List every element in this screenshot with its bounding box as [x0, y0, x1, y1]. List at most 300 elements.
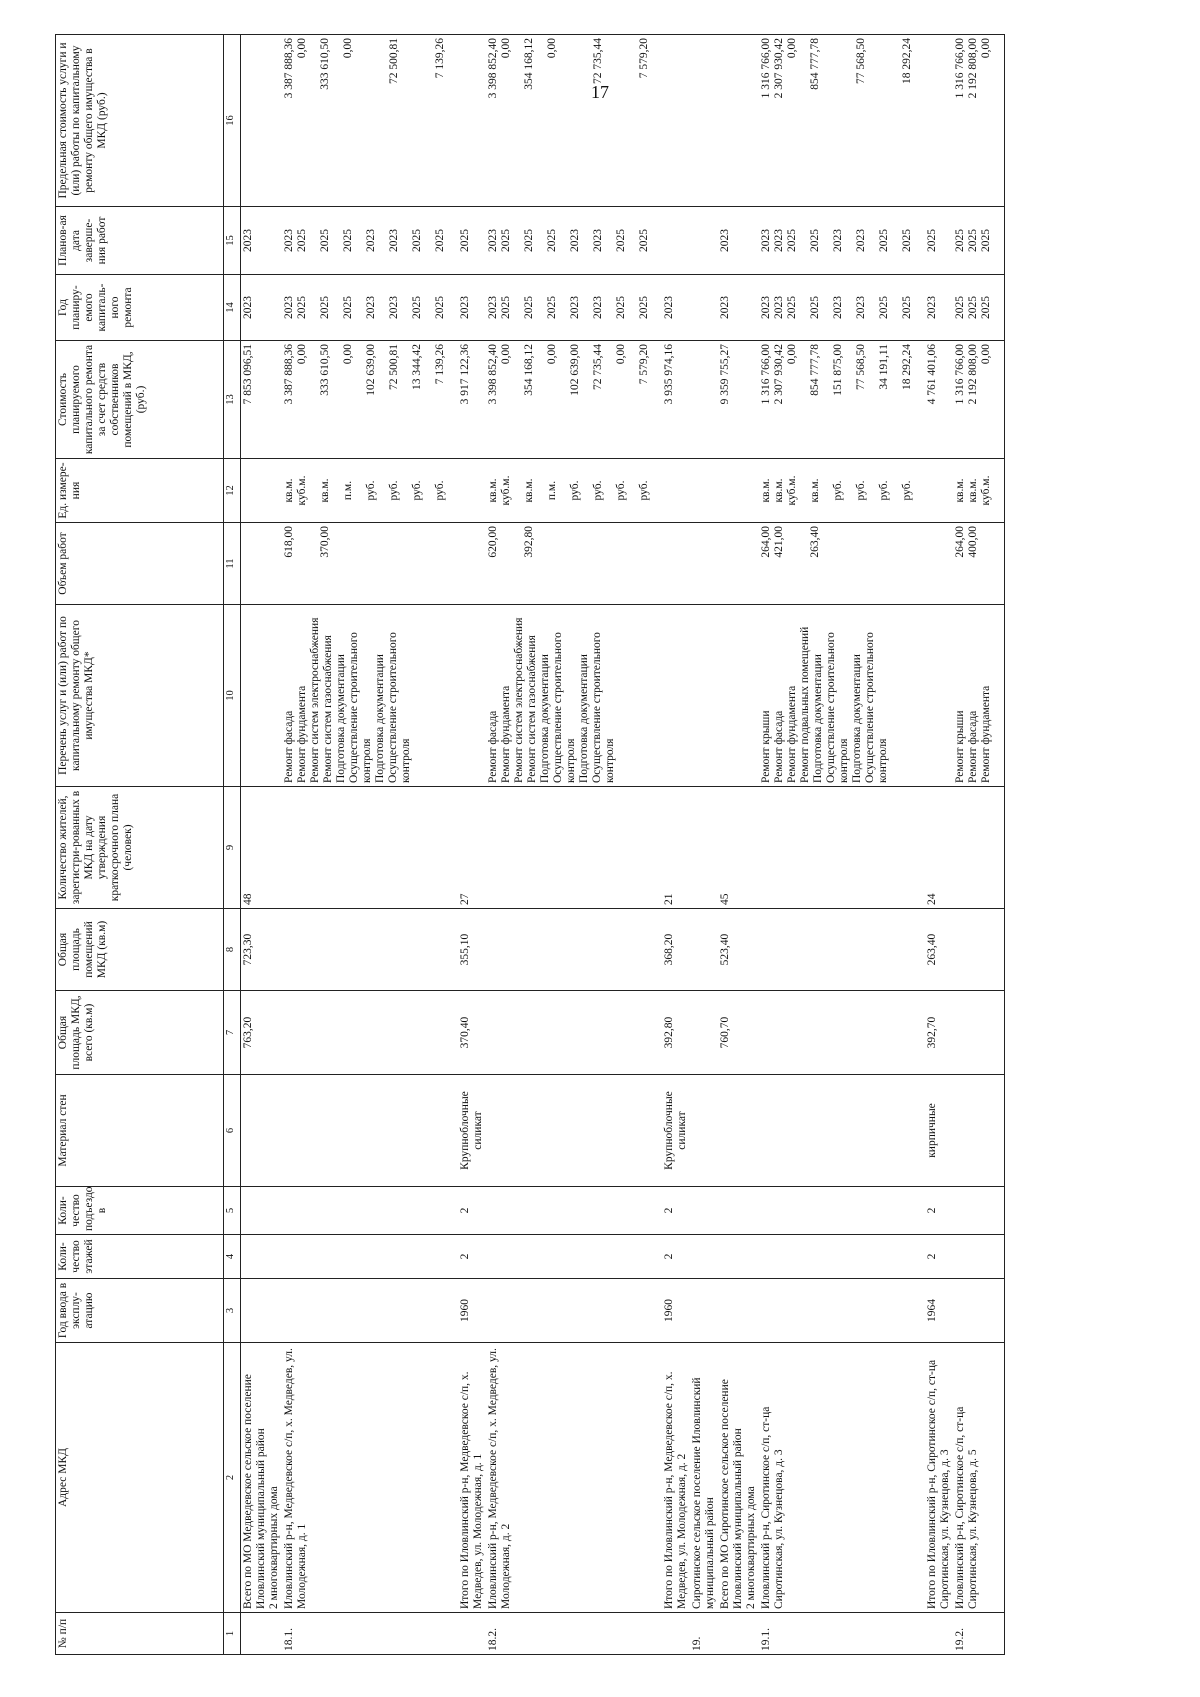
table-row: [486, 35, 662, 1655]
work-unit: руб.: [365, 480, 377, 501]
limit-cell: [953, 35, 1005, 207]
row-number: 18.1.: [282, 1613, 458, 1655]
cost-cell: [241, 341, 283, 459]
entrances-cell: [759, 1187, 925, 1235]
work-cost: 0,00: [786, 344, 798, 365]
work-name: Ремонт фундамента: [786, 685, 798, 783]
work-cost: 2 192 808,00: [967, 344, 979, 405]
header-row: [56, 35, 224, 1655]
work-unit: куб.м.: [296, 475, 308, 506]
cost-cell: [953, 341, 1005, 459]
table-row: [759, 35, 925, 1655]
work-plan-year: 2025: [901, 296, 913, 319]
col-header-limit: Предельная стоимость услуги и (или) работы по капитальному ремонту общего имущества в МКД (руб.): [56, 35, 224, 207]
work-end-year: 2023: [719, 229, 731, 252]
work-volume: [901, 526, 914, 601]
work-volume: [855, 526, 868, 601]
address-line: Иловлинский р-н, Сиротинское с/п, ст-ца Сиротинская, ул. Кузнецова, д. 5: [954, 1406, 979, 1609]
work-volume: 400,00: [967, 526, 979, 558]
work-plan-year: 2023: [388, 296, 400, 319]
work-cost: 0,00: [980, 344, 992, 365]
col-header-num: № п/п: [56, 1613, 224, 1655]
work-name-cell: [241, 605, 283, 787]
work-plan-year: 2023: [663, 296, 675, 319]
work-limit: 1 316 766,00: [760, 38, 772, 99]
col-number: 9: [224, 787, 241, 909]
floors-cell: [486, 1235, 662, 1279]
plan-year-cell: [718, 275, 759, 341]
col-number: 8: [224, 909, 241, 991]
work-cost: 102 639,00: [569, 344, 581, 396]
work-name: Ремонт крыши: [760, 710, 772, 783]
work-volume: [786, 526, 799, 601]
work-name-cell: [718, 605, 759, 787]
volume-cell: [953, 523, 1005, 605]
work-unit: руб.: [901, 480, 913, 501]
volume-cell: [282, 523, 458, 605]
area-rooms-cell: 355,10: [458, 909, 486, 991]
work-unit: п.м.: [342, 480, 354, 501]
work-unit: [242, 462, 255, 519]
volume-cell: [925, 523, 953, 605]
unit-cell: [953, 459, 1005, 523]
work-limit: 0,00: [786, 38, 798, 59]
work-plan-year: 2025: [967, 296, 979, 319]
work-unit: куб.м.: [980, 475, 992, 506]
limit-cell: [282, 35, 458, 207]
work-unit: кв.м.: [773, 478, 785, 503]
work-name: Ремонт подвальных помещений: [799, 626, 811, 783]
work-limit: 7 579,20: [638, 38, 650, 79]
work-name-cell: [690, 605, 718, 787]
area-rooms-cell: 523,40: [718, 909, 759, 991]
col-number: 11: [224, 523, 241, 605]
entrances-cell: [282, 1187, 458, 1235]
residents-cell: [953, 787, 1005, 909]
address-cell: [953, 1343, 1005, 1613]
residents-cell: 21: [662, 787, 690, 909]
work-end-year: 2023: [760, 229, 772, 252]
work-end-year: 2023: [569, 229, 581, 252]
work-cost: 0,00: [296, 344, 308, 365]
work-plan-year: 2023: [719, 296, 731, 319]
work-name-cell: [662, 605, 690, 787]
work-unit: руб.: [615, 480, 627, 501]
work-name: Ремонт фундамента: [980, 685, 992, 783]
residents-cell: 27: [458, 787, 486, 909]
repair-plan-table: [55, 34, 1005, 1655]
year-cell: 1960: [458, 1279, 486, 1343]
work-end-year: 2023: [832, 229, 844, 252]
work-end-year: 2023: [487, 229, 499, 252]
work-name: Осуществление строительного контроля: [387, 632, 412, 783]
address-line: Иловлинский р-н, Сиротинское с/п, ст-ца Сиротинская, ул. Кузнецова, д. 3: [760, 1406, 785, 1609]
col-number: 2: [224, 1343, 241, 1613]
unit-cell: [241, 459, 283, 523]
work-unit: [663, 462, 676, 519]
work-limit: 2 307 930,42: [773, 38, 785, 99]
material-cell: [953, 1075, 1005, 1187]
work-end-year: 2025: [500, 229, 512, 252]
work-plan-year: 2025: [434, 296, 446, 319]
work-unit: кв.м.: [283, 478, 295, 503]
work-limit: [719, 38, 732, 203]
work-plan-year: 2023: [487, 296, 499, 319]
col-header-address: Адрес МКД: [56, 1343, 224, 1613]
work-limit: [569, 38, 582, 203]
col-header-material: Материал стен: [56, 1075, 224, 1187]
end-year-cell: [241, 207, 283, 275]
table-row: [690, 35, 718, 1655]
year-cell: 1964: [925, 1279, 953, 1343]
address-line: Итого по Иловлинский р-н, Медведевское с/п, х. Медведев, ул. Молодежная, д. 1: [459, 1371, 484, 1609]
work-cost: 1 316 766,00: [954, 344, 966, 405]
work-volume: 618,00: [283, 526, 295, 558]
work-plan-year: 2025: [319, 296, 331, 319]
address-cell: [662, 1343, 690, 1613]
work-unit: [926, 462, 939, 519]
work-name-cell: [953, 605, 1005, 787]
col-number: 6: [224, 1075, 241, 1187]
work-plan-year: 2025: [809, 296, 821, 319]
work-plan-year: 2025: [546, 296, 558, 319]
material-cell: кирпичные: [925, 1075, 953, 1187]
address-line: Иловлинский р-н, Медведевское с/п, х. Медведев, ул. Молодежная, д. 2: [487, 1348, 512, 1609]
work-volume: [500, 526, 513, 601]
volume-cell: [486, 523, 662, 605]
floors-cell: [759, 1235, 925, 1279]
work-volume: [878, 526, 891, 601]
limit-cell: [690, 35, 718, 207]
col-number: 15: [224, 207, 241, 275]
limit-cell: [759, 35, 925, 207]
work-volume: [592, 526, 605, 601]
work-name-cell: [486, 605, 662, 787]
area-rooms-cell: [486, 909, 662, 991]
residents-cell: 48: [241, 787, 283, 909]
work-plan-year: 2025: [296, 296, 308, 319]
address-cell: [718, 1343, 759, 1613]
work-limit: [926, 38, 939, 203]
end-year-cell: [282, 207, 458, 275]
work-limit: 3 398 852,40: [487, 38, 499, 99]
work-end-year: 2025: [523, 229, 535, 252]
residents-cell: [486, 787, 662, 909]
work-unit: кв.м.: [954, 478, 966, 503]
floors-cell: [718, 1235, 759, 1279]
work-end-year: 2025: [411, 229, 423, 252]
plan-year-cell: [925, 275, 953, 341]
work-end-year: 2025: [615, 229, 627, 252]
cost-cell: [925, 341, 953, 459]
plan-year-cell: [241, 275, 283, 341]
residents-cell: 45: [718, 787, 759, 909]
work-name: Ремонт систем электроснабжения: [513, 617, 525, 783]
work-unit: руб.: [855, 480, 867, 501]
work-volume: [569, 526, 582, 601]
table-row: [282, 35, 458, 1655]
residents-cell: [282, 787, 458, 909]
unit-cell: [282, 459, 458, 523]
limit-cell: [925, 35, 953, 207]
cost-cell: [690, 341, 718, 459]
limit-cell: [458, 35, 486, 207]
entrances-cell: [718, 1187, 759, 1235]
work-limit: 354 168,12: [523, 38, 535, 90]
work-cost: 3 398 852,40: [487, 344, 499, 405]
work-name: Подготовка документации: [578, 654, 590, 783]
work-volume: 264,00: [760, 526, 772, 558]
end-year-cell: [690, 207, 718, 275]
volume-cell: [458, 523, 486, 605]
work-unit: [719, 462, 732, 519]
work-limit: 0,00: [296, 38, 308, 59]
work-volume: [638, 526, 651, 601]
work-unit: п.м.: [546, 480, 558, 501]
work-cost: 4 761 401,06: [926, 344, 938, 405]
work-volume: 392,80: [523, 526, 535, 558]
work-cost: 7 853 096,51: [242, 344, 254, 405]
table-body: [241, 35, 1005, 1655]
work-unit: руб.: [878, 480, 890, 501]
entrances-cell: 2: [458, 1187, 486, 1235]
end-year-cell: [662, 207, 690, 275]
work-limit: 3 387 888,36: [283, 38, 295, 99]
work-unit: руб.: [434, 480, 446, 501]
work-limit: 0,00: [342, 38, 354, 59]
area-total-cell: [690, 991, 718, 1075]
col-header-works: Перечень услуг и (или) работ по капитальному ремонту общего имущества МКД*: [56, 605, 224, 787]
work-unit: кв.м.: [809, 478, 821, 503]
work-end-year: 2023: [855, 229, 867, 252]
work-limit: 854 777,78: [809, 38, 821, 90]
work-limit: 7 139,26: [434, 38, 446, 79]
work-unit: куб.м.: [500, 475, 512, 506]
work-end-year: 2025: [786, 229, 798, 252]
work-cost: 151 875,00: [832, 344, 844, 396]
work-unit: руб.: [638, 480, 650, 501]
col-number: 13: [224, 341, 241, 459]
work-plan-year: 2025: [786, 296, 798, 319]
work-name: Подготовка документации: [812, 654, 824, 783]
work-volume: [411, 526, 424, 601]
entrances-cell: 2: [662, 1187, 690, 1235]
work-name: Осуществление строительного контроля: [591, 632, 616, 783]
work-unit: руб.: [388, 480, 400, 501]
work-limit: 2 192 808,00: [967, 38, 979, 99]
work-end-year: 2023: [283, 229, 295, 252]
work-plan-year: 2023: [283, 296, 295, 319]
end-year-cell: [953, 207, 1005, 275]
work-plan-year: 2025: [638, 296, 650, 319]
work-volume: [832, 526, 845, 601]
material-cell: [718, 1075, 759, 1187]
work-volume: [459, 526, 472, 601]
work-limit: 18 292,24: [901, 38, 913, 84]
cost-cell: [486, 341, 662, 459]
address-cell: [282, 1343, 458, 1613]
area-total-cell: [282, 991, 458, 1075]
work-volume: 263,40: [809, 526, 821, 558]
work-end-year: 2023: [242, 229, 254, 252]
work-plan-year: 2023: [242, 296, 254, 319]
work-cost: 333 610,50: [319, 344, 331, 396]
material-cell: Крупноблочные силикат: [662, 1075, 690, 1187]
floors-cell: [953, 1235, 1005, 1279]
floors-cell: [241, 1235, 283, 1279]
work-unit: [459, 462, 472, 519]
cost-cell: [282, 341, 458, 459]
address-cell: [458, 1343, 486, 1613]
plan-year-cell: [690, 275, 718, 341]
entrances-cell: [241, 1187, 283, 1235]
work-limit: 72 735,44: [592, 38, 604, 84]
work-end-year: 2025: [342, 229, 354, 252]
work-end-year: 2025: [809, 229, 821, 252]
work-name: Подготовка документации: [335, 654, 347, 783]
floors-cell: 2: [662, 1235, 690, 1279]
work-cost: 9 359 755,27: [719, 344, 731, 405]
limit-cell: [662, 35, 690, 207]
entrances-cell: 2: [925, 1187, 953, 1235]
work-cost: 72 735,44: [592, 344, 604, 390]
work-end-year: 2025: [434, 229, 446, 252]
row-number: 19.1.: [759, 1613, 925, 1655]
work-limit: 0,00: [500, 38, 512, 59]
residents-cell: [690, 787, 718, 909]
work-limit: 72 500,81: [388, 38, 400, 84]
end-year-cell: [486, 207, 662, 275]
material-cell: [282, 1075, 458, 1187]
address-cell: [690, 1343, 718, 1613]
work-plan-year: 2023: [592, 296, 604, 319]
work-end-year: 2023: [773, 229, 785, 252]
area-rooms-cell: 263,40: [925, 909, 953, 991]
work-cost: 3 935 974,16: [663, 344, 675, 405]
work-end-year: 2023: [365, 229, 377, 252]
year-cell: [690, 1279, 718, 1343]
work-end-year: [663, 210, 676, 271]
work-volume: [388, 526, 401, 601]
work-name: Ремонт фасада: [773, 710, 785, 783]
col-header-residents: Количество жителей, зарегистри-рованных в МКД на дату утверждения краткосрочного плана (человек): [56, 787, 224, 909]
plan-year-cell: [282, 275, 458, 341]
work-cost: 102 639,00: [365, 344, 377, 396]
work-cost: 354 168,12: [523, 344, 535, 396]
volume-cell: [690, 523, 718, 605]
area-total-cell: [486, 991, 662, 1075]
table-row: [953, 35, 1005, 1655]
work-name: Ремонт систем газоснабжения: [322, 635, 334, 783]
work-name: Ремонт крыши: [954, 710, 966, 783]
work-plan-year: 2025: [411, 296, 423, 319]
work-volume: [342, 526, 355, 601]
work-name: Ремонт систем газоснабжения: [526, 635, 538, 783]
work-plan-year: 2023: [832, 296, 844, 319]
work-cost: 13 344,42: [411, 344, 423, 390]
work-unit: кв.м.: [319, 478, 331, 503]
work-name: Осуществление строительного контроля: [825, 632, 850, 783]
plan-year-cell: [759, 275, 925, 341]
work-unit: руб.: [569, 480, 581, 501]
col-header-area-rooms: Общая площадь помещений МКД (кв.м): [56, 909, 224, 991]
work-limit: [878, 38, 891, 203]
row-number: [662, 1613, 690, 1655]
work-plan-year: 2023: [365, 296, 377, 319]
work-limit: 0,00: [546, 38, 558, 59]
work-unit: кв.м.: [487, 478, 499, 503]
work-unit: куб.м.: [786, 475, 798, 506]
col-number: 14: [224, 275, 241, 341]
col-header-area-total: Общая площадь МКД, всего (кв.м): [56, 991, 224, 1075]
work-end-year: 2025: [954, 229, 966, 252]
entrances-cell: [953, 1187, 1005, 1235]
work-end-year: 2025: [901, 229, 913, 252]
work-cost: 3 917 122,36: [459, 344, 471, 405]
plan-year-cell: [486, 275, 662, 341]
work-name: Ремонт фасада: [283, 710, 295, 783]
col-header-cost: Стоимость планируемого капитального ремонта за счет средств собственников помещений в МКД, (руб.): [56, 341, 224, 459]
column-number-row: [224, 35, 241, 1655]
floors-cell: [690, 1235, 718, 1279]
address-line: Итого по Иловлинский р-н, Сиротинское с/п, ст-ца Сиротинская, ул. Кузнецова, д. 3: [926, 1359, 951, 1609]
limit-cell: [718, 35, 759, 207]
work-cost: 0,00: [342, 344, 354, 365]
work-name: Ремонт систем электроснабжения: [309, 617, 321, 783]
row-number: 18.2.: [486, 1613, 662, 1655]
table-row: [458, 35, 486, 1655]
work-volume: 264,00: [954, 526, 966, 558]
work-volume: [615, 526, 628, 601]
plan-year-cell: [458, 275, 486, 341]
work-cost: 0,00: [615, 344, 627, 365]
row-number: [241, 1613, 283, 1655]
residents-cell: [759, 787, 925, 909]
material-cell: [486, 1075, 662, 1187]
work-name-cell: [458, 605, 486, 787]
work-volume: [719, 526, 732, 601]
work-cost: 18 292,24: [901, 344, 913, 390]
work-end-year: 2025: [546, 229, 558, 252]
floors-cell: [282, 1235, 458, 1279]
limit-cell: [241, 35, 283, 207]
area-rooms-cell: [953, 909, 1005, 991]
work-name: Ремонт фундамента: [500, 685, 512, 783]
work-cost: 34 191,11: [878, 344, 890, 390]
work-cost: 77 568,50: [855, 344, 867, 390]
col-number: 4: [224, 1235, 241, 1279]
end-year-cell: [458, 207, 486, 275]
col-header-entrances: Коли-чество подъездо в: [56, 1187, 224, 1235]
work-name-cell: [925, 605, 953, 787]
area-rooms-cell: [690, 909, 718, 991]
work-limit: [663, 38, 676, 203]
work-end-year: 2025: [980, 229, 992, 252]
work-plan-year: 2025: [523, 296, 535, 319]
work-unit: кв.м.: [523, 478, 535, 503]
col-header-year: Год ввода в эксплу-атацию: [56, 1279, 224, 1343]
work-plan-year: 2023: [459, 296, 471, 319]
area-rooms-cell: 723,30: [241, 909, 283, 991]
row-number: 19.2.: [953, 1613, 1005, 1655]
work-volume: 370,00: [319, 526, 331, 558]
work-end-year: 2025: [296, 229, 308, 252]
end-year-cell: [759, 207, 925, 275]
work-name: Осуществление строительного контроля: [864, 632, 889, 783]
area-total-cell: [953, 991, 1005, 1075]
work-plan-year: 2023: [569, 296, 581, 319]
year-cell: [718, 1279, 759, 1343]
